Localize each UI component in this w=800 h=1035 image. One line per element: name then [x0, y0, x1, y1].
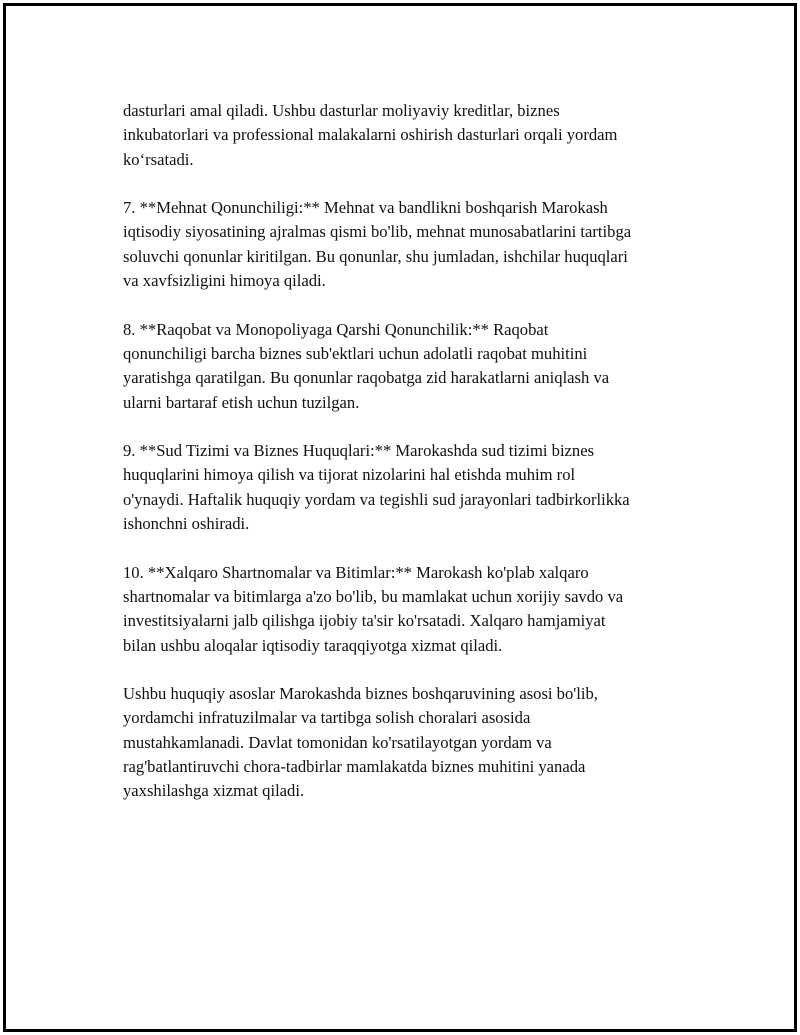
text-line: soluvchi qonunlar kiritilgan. Bu qonunlar, shu jumladan, ishchilar huquqlari	[123, 246, 628, 266]
text-line: Ushbu huquqiy asoslar Marokashda biznes boshqaruvining asosi bo'lib,	[123, 684, 598, 704]
text-line: mustahkamlanadi. Davlat tomonidan ko'rsatilayotgan yordam va	[123, 732, 552, 752]
text-line: 8. **Raqobat va Monopoliyaga Qarshi Qonunchilik:** Raqobat	[123, 319, 549, 339]
text-line: inkubatorlari va professional malakalarni oshirish dasturlari orqali yordam	[123, 125, 618, 145]
text-line: 10. **Xalqaro Shartnomalar va Bitimlar:** Marokash ko'plab xalqaro	[123, 562, 589, 582]
paragraph-intro-continuation	[123, 99, 713, 172]
text-line: ularni bartaraf etish uchun tuzilgan.	[123, 392, 360, 412]
text-line: yordamchi infratuzilmalar va tartibga solish choralari asosida	[123, 708, 531, 728]
text-line: investitsiyalarni jalb qilishga ijobiy ta'sir ko'rsatadi. Xalqaro hamjamiyat	[123, 611, 606, 631]
paragraph-item-8-competition-law	[123, 318, 713, 415]
text-line: 9. **Sud Tizimi va Biznes Huquqlari:** Marokashda sud tizimi biznes	[123, 441, 595, 461]
text-line: yaxshilashga xizmat qiladi.	[123, 781, 305, 801]
paragraph-conclusion	[123, 682, 713, 803]
text-line: dasturlari amal qiladi. Ushbu dasturlar moliyaviy kreditlar, biznes	[123, 101, 560, 120]
text-line: 7. **Mehnat Qonunchiligi:** Mehnat va bandlikni boshqarish Marokash	[123, 198, 608, 218]
text-line: ko‘rsatadi.	[123, 149, 194, 169]
text-line: qonunchiligi barcha biznes sub'ektlari uchun adolatli raqobat muhitini	[123, 343, 588, 363]
paragraph-item-10-international-agreements	[123, 561, 713, 658]
paragraph-item-7-labor-law	[123, 196, 713, 293]
document-body	[123, 99, 713, 828]
paragraph-item-9-court-system	[123, 439, 713, 536]
text-line: bilan ushbu aloqalar iqtisodiy taraqqiyotga xizmat qiladi.	[123, 635, 503, 655]
text-line: yaratishga qaratilgan. Bu qonunlar raqobatga zid harakatlarni aniqlash va	[123, 368, 610, 388]
page-frame	[3, 3, 797, 1032]
text-line: ishonchni oshiradi.	[123, 514, 250, 534]
text-line: iqtisodiy siyosatining ajralmas qismi bo'lib, mehnat munosabatlarini tartibga	[123, 222, 632, 242]
text-line: o'ynaydi. Haftalik huquqiy yordam va tegishli sud jarayonlari tadbirkorlikka	[123, 489, 630, 509]
text-line: shartnomalar va bitimlarga a'zo bo'lib, bu mamlakat uchun xorijiy savdo va	[123, 586, 624, 606]
text-line: huquqlarini himoya qilish va tijorat nizolarini hal etishda muhim rol	[123, 465, 576, 485]
text-line: va xavfsizligini himoya qiladi.	[123, 271, 326, 291]
text-line: rag'batlantiruvchi chora-tadbirlar mamlakatda biznes muhitini yanada	[123, 757, 586, 777]
